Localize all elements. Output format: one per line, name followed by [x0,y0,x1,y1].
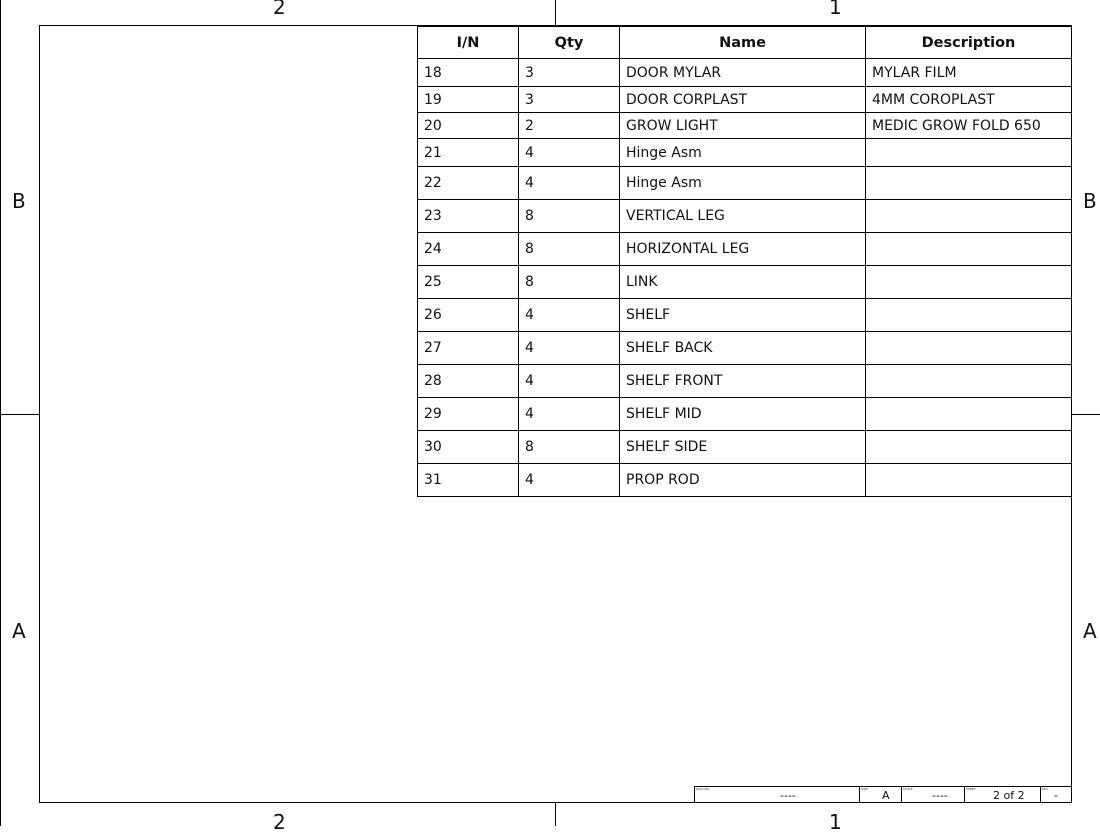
cell-quantity: 4 [519,139,620,167]
bill-of-materials-table [417,26,1072,497]
cell-name: SHELF SIDE [620,431,866,464]
dwg-no-value: ---- [780,789,796,802]
zone-label-col-2-top: 2 [273,0,286,19]
sheet-label: SHEET [966,787,976,791]
cell-item-number: 22 [418,167,519,200]
cell-quantity: 2 [519,113,620,139]
zone-label-col-1-bottom: 1 [829,810,842,834]
cell-item-number: 27 [418,332,519,365]
cell-quantity: 8 [519,233,620,266]
zone-divider-left [0,414,39,415]
table-row [418,398,1072,431]
cell-item-number: 23 [418,200,519,233]
frame-left-edge [0,0,1,826]
table-row [418,113,1072,139]
cell-item-number: 28 [418,365,519,398]
cell-description [866,139,1072,167]
sheet-value: 2 of 2 [993,789,1025,802]
cell-quantity: 3 [519,59,620,87]
cell-description [866,266,1072,299]
table-row [418,332,1072,365]
cell-quantity: 8 [519,200,620,233]
rev-value: - [1054,789,1058,802]
cell-item-number: 26 [418,299,519,332]
cell-item-number: 30 [418,431,519,464]
table-row [418,266,1072,299]
title-block-dwg-no [695,787,860,802]
cell-item-number: 31 [418,464,519,497]
scale-value: ---- [932,789,948,802]
cell-name: DOOR MYLAR [620,59,866,87]
rev-label: REV [1042,787,1049,791]
size-value: A [882,789,890,802]
cell-name: GROW LIGHT [620,113,866,139]
cell-description [866,200,1072,233]
cell-item-number: 21 [418,139,519,167]
cell-description [866,464,1072,497]
table-row [418,167,1072,200]
table-row [418,233,1072,266]
cell-description: 4MM COROPLAST [866,87,1072,113]
cell-item-number: 29 [418,398,519,431]
cell-name: SHELF MID [620,398,866,431]
table-row [418,431,1072,464]
zone-label-row-b-right: B [1083,189,1097,213]
cell-quantity: 4 [519,299,620,332]
table-row [418,464,1072,497]
cell-item-number: 24 [418,233,519,266]
cell-name: SHELF FRONT [620,365,866,398]
zone-label-col-2-bottom: 2 [273,810,286,834]
table-row [418,87,1072,113]
cell-quantity: 4 [519,464,620,497]
column-header-name: Name [620,27,866,59]
cell-item-number: 20 [418,113,519,139]
title-block-scale [902,787,965,802]
zone-label-row-b-left: B [12,189,26,213]
title-block [694,786,1072,803]
cell-name: PROP ROD [620,464,866,497]
title-block-sheet [965,787,1041,802]
cell-quantity: 8 [519,431,620,464]
zone-label-col-1-top: 1 [829,0,842,19]
cell-description [866,167,1072,200]
dwg-no-label: DWG NO. [696,787,710,791]
cell-description [866,398,1072,431]
cell-name: LINK [620,266,866,299]
column-header-quantity: Qty [519,27,620,59]
cell-name: SHELF BACK [620,332,866,365]
scale-label: SCALE [903,787,913,791]
zone-label-row-a-left: A [12,619,26,643]
zone-divider-bottom [555,803,556,826]
column-header-description: Description [866,27,1072,59]
cell-name: Hinge Asm [620,139,866,167]
cell-description [866,332,1072,365]
cell-name: Hinge Asm [620,167,866,200]
table-body [418,59,1072,497]
cell-name: SHELF [620,299,866,332]
zone-divider-right [1072,414,1100,415]
cell-quantity: 4 [519,398,620,431]
title-block-rev [1041,787,1071,802]
size-label: SIZE [861,787,868,791]
cell-name: HORIZONTAL LEG [620,233,866,266]
column-header-item-number: I/N [418,27,519,59]
cell-quantity: 3 [519,87,620,113]
cell-description [866,365,1072,398]
table-row [418,59,1072,87]
table-row [418,139,1072,167]
zone-label-row-a-right: A [1083,619,1097,643]
cell-description [866,431,1072,464]
cell-item-number: 18 [418,59,519,87]
cell-quantity: 4 [519,332,620,365]
cell-description: MEDIC GROW FOLD 650 [866,113,1072,139]
cell-name: VERTICAL LEG [620,200,866,233]
cell-item-number: 19 [418,87,519,113]
table-row [418,299,1072,332]
cell-name: DOOR CORPLAST [620,87,866,113]
title-block-size [860,787,902,802]
cell-description [866,299,1072,332]
cell-description [866,233,1072,266]
cell-item-number: 25 [418,266,519,299]
cell-quantity: 4 [519,365,620,398]
cell-quantity: 8 [519,266,620,299]
cell-quantity: 4 [519,167,620,200]
table-header-row [418,27,1072,59]
zone-divider-top [555,0,556,25]
table-row [418,365,1072,398]
table-row [418,200,1072,233]
cell-description: MYLAR FILM [866,59,1072,87]
